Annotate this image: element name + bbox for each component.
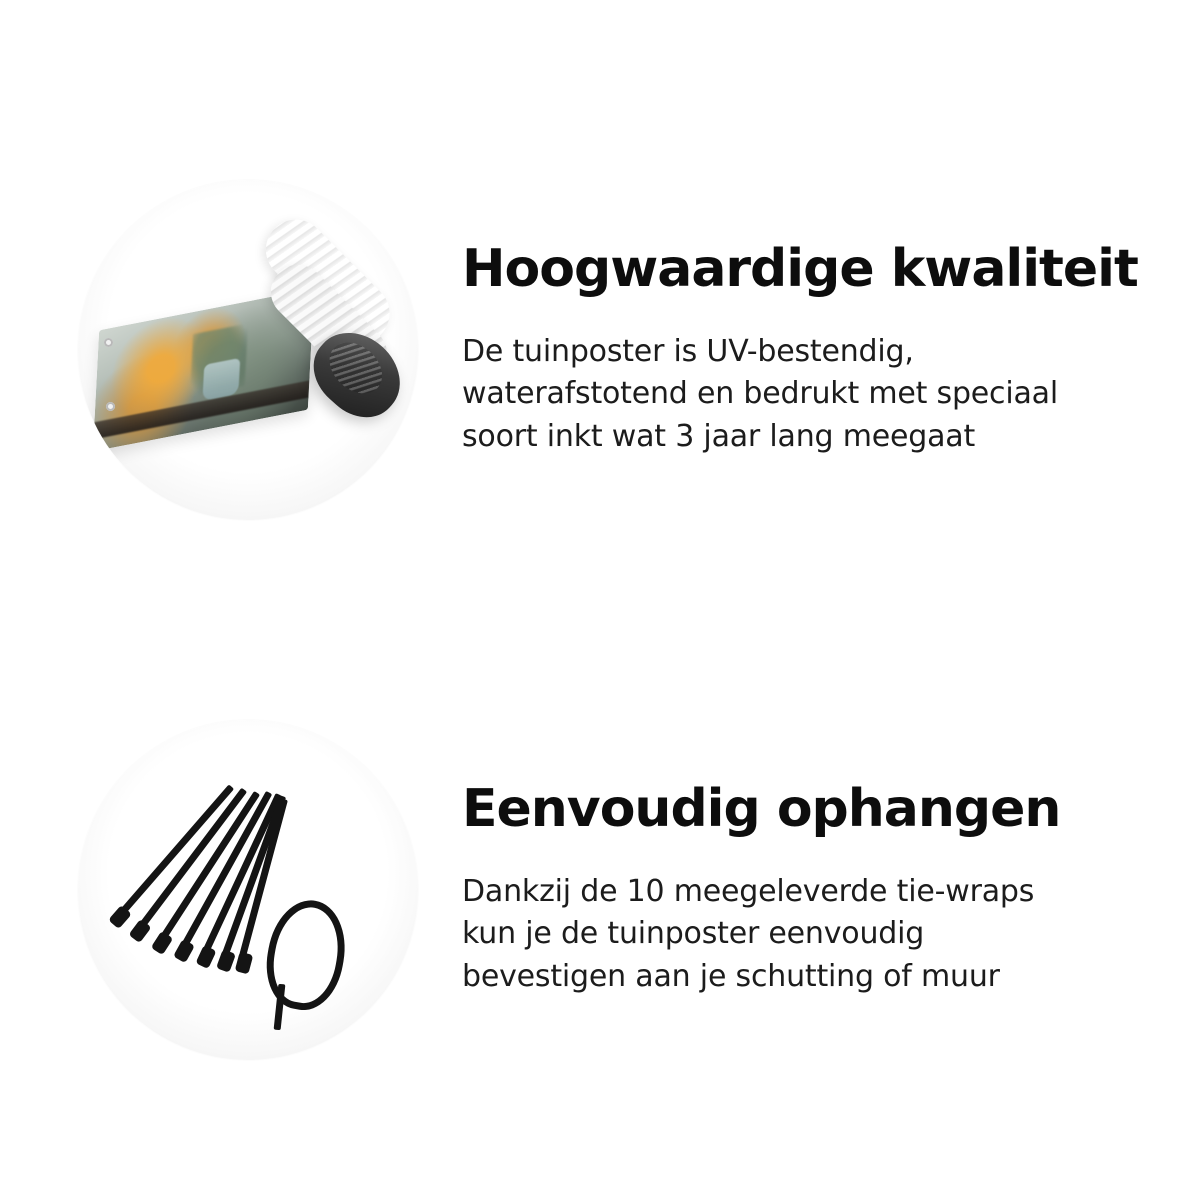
tie-wraps-image	[78, 720, 418, 1060]
poster-illustration	[96, 252, 402, 452]
feature-quality	[0, 150, 1200, 550]
poster-eyelet-icon	[106, 402, 115, 411]
rolled-garden-poster-image	[78, 180, 418, 520]
feature-hanging-body-line: kun je de tuinposter eenvoudig	[462, 916, 925, 952]
poster-eyelet-icon	[104, 338, 113, 347]
feature-quality-body-line: waterafstotend en bedrukt met speciaal	[462, 376, 1058, 412]
feature-quality-body-line: soort inkt wat 3 jaar lang meegaat	[462, 418, 976, 454]
tie-wrap-loop-icon	[259, 894, 353, 1016]
tie-wraps-illustration	[90, 778, 410, 1008]
feature-hanging-heading: Eenvoudig ophangen	[462, 778, 1061, 839]
feature-quality-body	[462, 331, 1162, 459]
feature-hanging-body-line: bevestigen aan je schutting of muur	[462, 958, 1000, 994]
feature-quality-text	[462, 238, 1162, 459]
feature-hanging-body	[462, 871, 1162, 999]
feature-hanging	[0, 690, 1200, 1090]
feature-hanging-body-line: Dankzij de 10 meegeleverde tie-wraps	[462, 873, 1035, 909]
feature-quality-heading: Hoogwaardige kwaliteit	[462, 238, 1138, 299]
feature-quality-body-line: De tuinposter is UV-bestendig,	[462, 333, 914, 369]
feature-hanging-text	[462, 778, 1162, 999]
